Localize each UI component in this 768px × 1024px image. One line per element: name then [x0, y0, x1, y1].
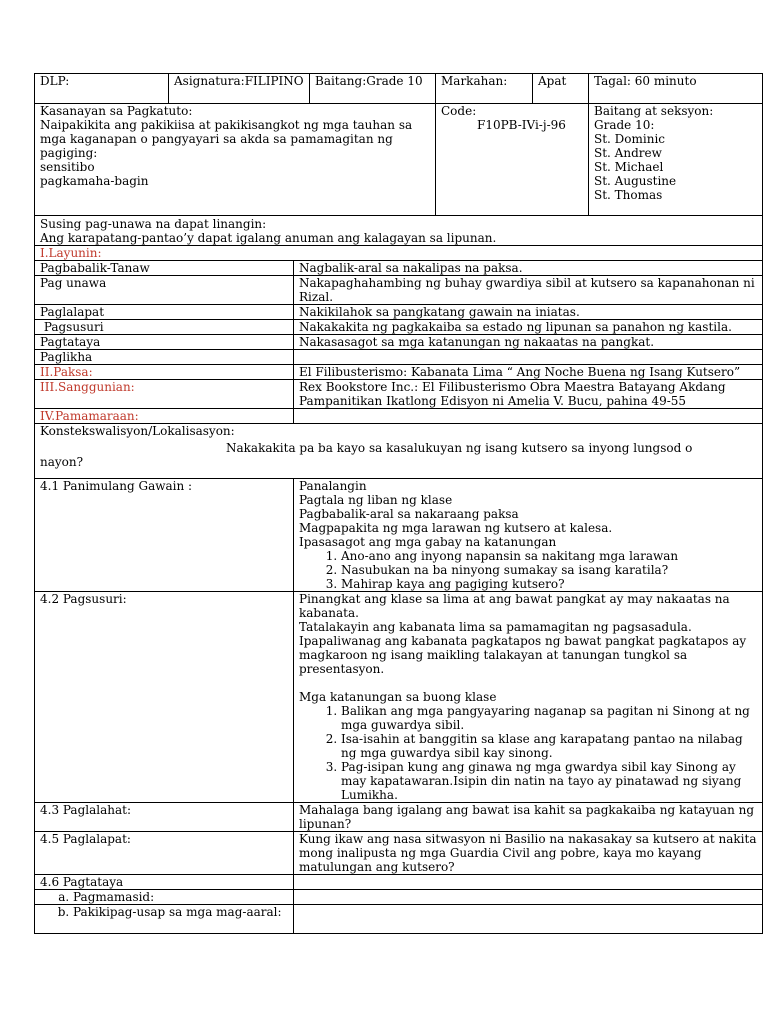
kasanayan-line: pagkamaha-bagin: [40, 174, 149, 188]
konteks-title: Konstekswalisyon/Lokalisasyon:: [40, 424, 235, 438]
paglalapat-value: Kung ikaw ang nasa sitwasyon ni Basilio na nakasakay sa kutsero at nakita mong inalipusta ng mga Guardia Civil ang pobre, kaya mo kayang matulungan ang kutsero?: [294, 832, 763, 875]
paksa-value: El Filibusterismo: Kabanata Lima “ Ang Noche Buena ng Isang Kutsero”: [294, 365, 763, 380]
seksyon-item: Grade 10:: [594, 118, 655, 132]
kasanayan-line: sensitibo: [40, 160, 95, 174]
list-item: a. Pagmamasid:: [73, 890, 288, 904]
tagal-label: Tagal: 60 minuto: [589, 74, 763, 104]
main-table: [34, 215, 763, 934]
list-item: 3. Pag-isipan kung ang ginawa ng mga gwardya sibil kay Sinong ay may kapatawaran.Isipin din natin na tayo ay pinatawad ng siyang Lumikha.: [341, 760, 757, 802]
sanggunian-heading: III.Sanggunian:: [35, 380, 294, 409]
list-item: 2. Isa-isahin at banggitin sa klase ang karapatang pantao na nilabag ng mga guwardya sibil kay sinong.: [341, 732, 757, 760]
code-value: F10PB-IVi-j-96: [477, 118, 566, 132]
layunin-label: Pagbabalik-Tanaw: [35, 261, 294, 276]
panimula-label: 4.1 Panimulang Gawain :: [35, 479, 294, 592]
kontekswalisasyon-cell: [35, 424, 763, 479]
list-item: 1. Balikan ang mga pangyayaring naganap sa pagitan ni Sinong at ng mga guwardya sibil.: [341, 704, 757, 732]
layunin-label: Pagsusuri: [35, 320, 294, 335]
susi-text: Ang karapatang-pantao’y dapat igalang anuman ang kalagayan sa lipunan.: [40, 231, 497, 245]
panimula-line: Pagbabalik-aral sa nakaraang paksa: [299, 507, 519, 521]
pagtataya-value-empty: [294, 890, 763, 905]
pagsusuri-paragraph: Pinangkat ang klase sa lima at ang bawat pangkat ay may nakaatas na kabanata.: [299, 592, 730, 620]
pagtataya-empty: [294, 875, 763, 890]
layunin-value: Nakikilahok sa pangkatang gawain na iniatas.: [294, 305, 763, 320]
layunin-value: Nagbalik-aral sa nakalipas na paksa.: [294, 261, 763, 276]
susi-title: Susing pag-unawa na dapat linangin:: [40, 217, 267, 231]
panimula-line: Pagtala ng liban ng klase: [299, 493, 453, 507]
markahan-value: Apat: [533, 74, 589, 104]
panimula-line: Panalangin: [299, 479, 367, 493]
panimula-line: Ipasasagot ang mga gabay na katanungan: [299, 535, 557, 549]
layunin-label: Paglalapat: [35, 305, 294, 320]
pagtataya-label: 4.6 Pagtataya: [35, 875, 294, 890]
markahan-label: Markahan:: [436, 74, 533, 104]
seksyon-item: St. Thomas: [594, 188, 663, 202]
seksyon-item: St. Augustine: [594, 174, 677, 188]
pamamaraan-heading: IV.Pamamaraan:: [35, 409, 294, 424]
code-label: Code:: [441, 104, 477, 118]
kasanayan-cell: [35, 104, 436, 216]
seksyon-item: St. Andrew: [594, 146, 662, 160]
layunin-value: Nakapaghahambing ng buhay gwardiya sibil at kutsero sa kapanahonan ni Rizal.: [294, 276, 763, 305]
seksyon-cell: [589, 104, 763, 216]
pagsusuri-paragraph: Tatalakayin ang kabanata lima sa pamamagitan ng pagsasadula.: [299, 620, 692, 634]
konteks-line: nayon?: [40, 455, 84, 469]
pagtataya-list: [40, 890, 288, 904]
paglalapat-label: 4.5 Paglalapat:: [35, 832, 294, 875]
dlp-label: DLP:: [35, 74, 169, 104]
code-cell: [436, 104, 589, 216]
paksa-heading: II.Paksa:: [35, 365, 294, 380]
layunin-value: Nakakakita ng pagkakaiba sa estado ng lipunan sa panahon ng kastila.: [294, 320, 763, 335]
kasanayan-line: mga kaganapan o pangyayari sa akda sa pamamagitan ng: [40, 132, 393, 146]
lesson-plan-document: [34, 73, 763, 934]
header-table: [34, 73, 763, 104]
kasanayan-title: Kasanayan sa Pagkatuto:: [40, 104, 193, 118]
kasanayan-table: [34, 103, 763, 216]
layunin-value: [294, 350, 763, 365]
pagtataya-list: [40, 905, 288, 919]
layunin-heading: I.Layunin:: [35, 246, 763, 261]
seksyon-title: Baitang at seksyon:: [594, 104, 714, 118]
pagsusuri-questions: [299, 704, 757, 802]
seksyon-item: St. Michael: [594, 160, 664, 174]
pagsusuri-questions-title: Mga katanungan sa buong klase: [299, 690, 497, 704]
pagtataya-value-empty: [294, 905, 763, 934]
pagsusuri-cell: [294, 592, 763, 803]
list-item: 2. Nasubukan na ba ninyong sumakay sa isang karatila?: [341, 563, 757, 577]
list-item: b. Pakikipag-usap sa mga mag-aaral:: [73, 905, 288, 919]
layunin-label: Pag unawa: [35, 276, 294, 305]
sanggunian-value: Rex Bookstore Inc.: El Filibusterismo Obra Maestra Batayang Akdang Pampanitikan Ikatlong Edisyon ni Amelia V. Bucu, pahina 49-55: [294, 380, 763, 409]
spacer: [299, 676, 757, 690]
list-item: 1. Ano-ano ang inyong napansin sa nakitang mga larawan: [341, 549, 757, 563]
pagtataya-item-cell: [35, 905, 294, 934]
paglalahat-label: 4.3 Paglalahat:: [35, 803, 294, 832]
layunin-value: Nakasasagot sa mga katanungan ng nakaatas na pangkat.: [294, 335, 763, 350]
kasanayan-line: Naipakikita ang pakikiisa at pakikisangkot ng mga tauhan sa: [40, 118, 413, 132]
pamamaraan-empty: [294, 409, 763, 424]
pagsusuri-label: 4.2 Pagsusuri:: [35, 592, 294, 803]
layunin-label: Paglikha: [35, 350, 294, 365]
susi-cell: [35, 216, 763, 246]
list-item: 3. Mahirap kaya ang pagiging kutsero?: [341, 577, 757, 591]
kasanayan-line: pagiging:: [40, 146, 98, 160]
seksyon-item: St. Dominic: [594, 132, 666, 146]
pagtataya-item-cell: [35, 890, 294, 905]
panimula-line: Magpapakita ng mga larawan ng kutsero at kalesa.: [299, 521, 613, 535]
asignatura-label: Asignatura:FILIPINO: [169, 74, 310, 104]
layunin-label: Pagtataya: [35, 335, 294, 350]
panimula-cell: [294, 479, 763, 592]
panimula-questions: [299, 549, 757, 591]
paglalahat-value: Mahalaga bang igalang ang bawat isa kahit sa pagkakaiba ng katayuan ng lipunan?: [294, 803, 763, 832]
konteks-line: Nakakakita pa ba kayo sa kasalukuyan ng isang kutsero sa inyong lungsod o: [226, 441, 693, 455]
baitang-label: Baitang:Grade 10: [310, 74, 436, 104]
pagsusuri-paragraph: Ipapaliwanag ang kabanata pagkatapos ng bawat pangkat pagkatapos ay magkaroon ng isang maikling talakayan at tanungan tungkol sa presentasyon.: [299, 634, 747, 676]
